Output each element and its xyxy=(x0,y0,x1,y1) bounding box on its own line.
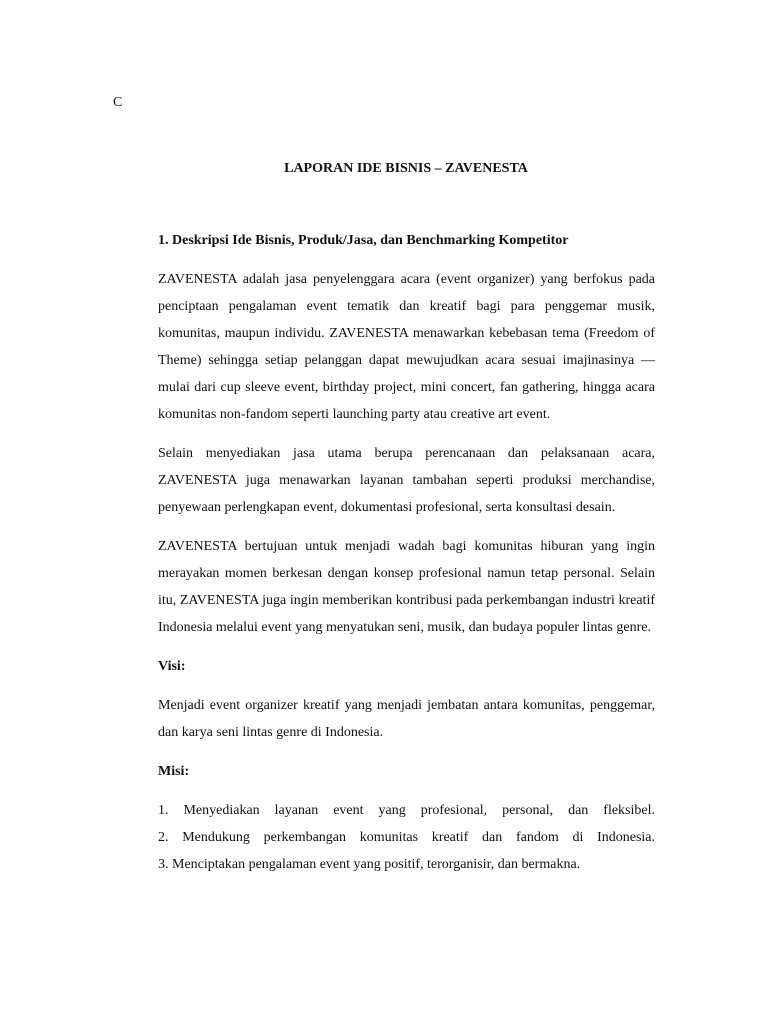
misi-item: 3. Menciptakan pengalaman event yang positif, terorganisir, dan bermakna. xyxy=(158,857,581,872)
document-body xyxy=(158,227,655,878)
visi-text: Menjadi event organizer kreatif yang menjadi jembatan antara komunitas, penggemar, dan karya seni lintas genre di Indonesia. xyxy=(158,698,655,740)
misi-item: 2. Mendukung perkembangan komunitas kreatif dan fandom di Indonesia. xyxy=(158,830,655,845)
misi-label: Misi: xyxy=(158,764,190,779)
misi-item: 1. Menyediakan layanan event yang profesional, personal, dan fleksibel. xyxy=(158,803,655,818)
misi-list xyxy=(158,797,655,878)
paragraph-services: Selain menyediakan jasa utama berupa perencanaan dan pelaksanaan acara, ZAVENESTA juga menawarkan layanan tambahan seperti produksi merchandise, penyewaan perlengkapan event, dokumentasi profesional, serta konsultasi desain. xyxy=(158,446,655,515)
section-heading: 1. Deskripsi Ide Bisnis, Produk/Jasa, dan Benchmarking Kompetitor xyxy=(158,233,569,248)
document-title: LAPORAN IDE BISNIS – ZAVENESTA xyxy=(284,161,528,176)
paragraph-goals: ZAVENESTA bertujuan untuk menjadi wadah bagi komunitas hiburan yang ingin merayakan momen berkesan dengan konsep profesional namun tetap personal. Selain itu, ZAVENESTA juga ingin memberikan kontribusi pada perkembangan industri kreatif Indonesia melalui event yang menyatukan seni, musik, dan budaya populer lintas genre. xyxy=(158,539,655,635)
paragraph-description: ZAVENESTA adalah jasa penyelenggara acara (event organizer) yang berfokus pada penciptaan pengalaman event tematik dan kreatif bagi para penggemar musik, komunitas, maupun individu. ZAVENESTA menawarkan kebebasan tema (Freedom of Theme) sehingga setiap pelanggan dapat mewujudkan acara sesuai imajinasinya — mulai dari cup sleeve event, birthday project, mini concert, fan gathering, hingga acara komunitas non-fandom seperti launching party atau creative art event. xyxy=(158,272,655,422)
corner-mark: C xyxy=(113,95,123,110)
visi-label: Visi: xyxy=(158,659,186,674)
